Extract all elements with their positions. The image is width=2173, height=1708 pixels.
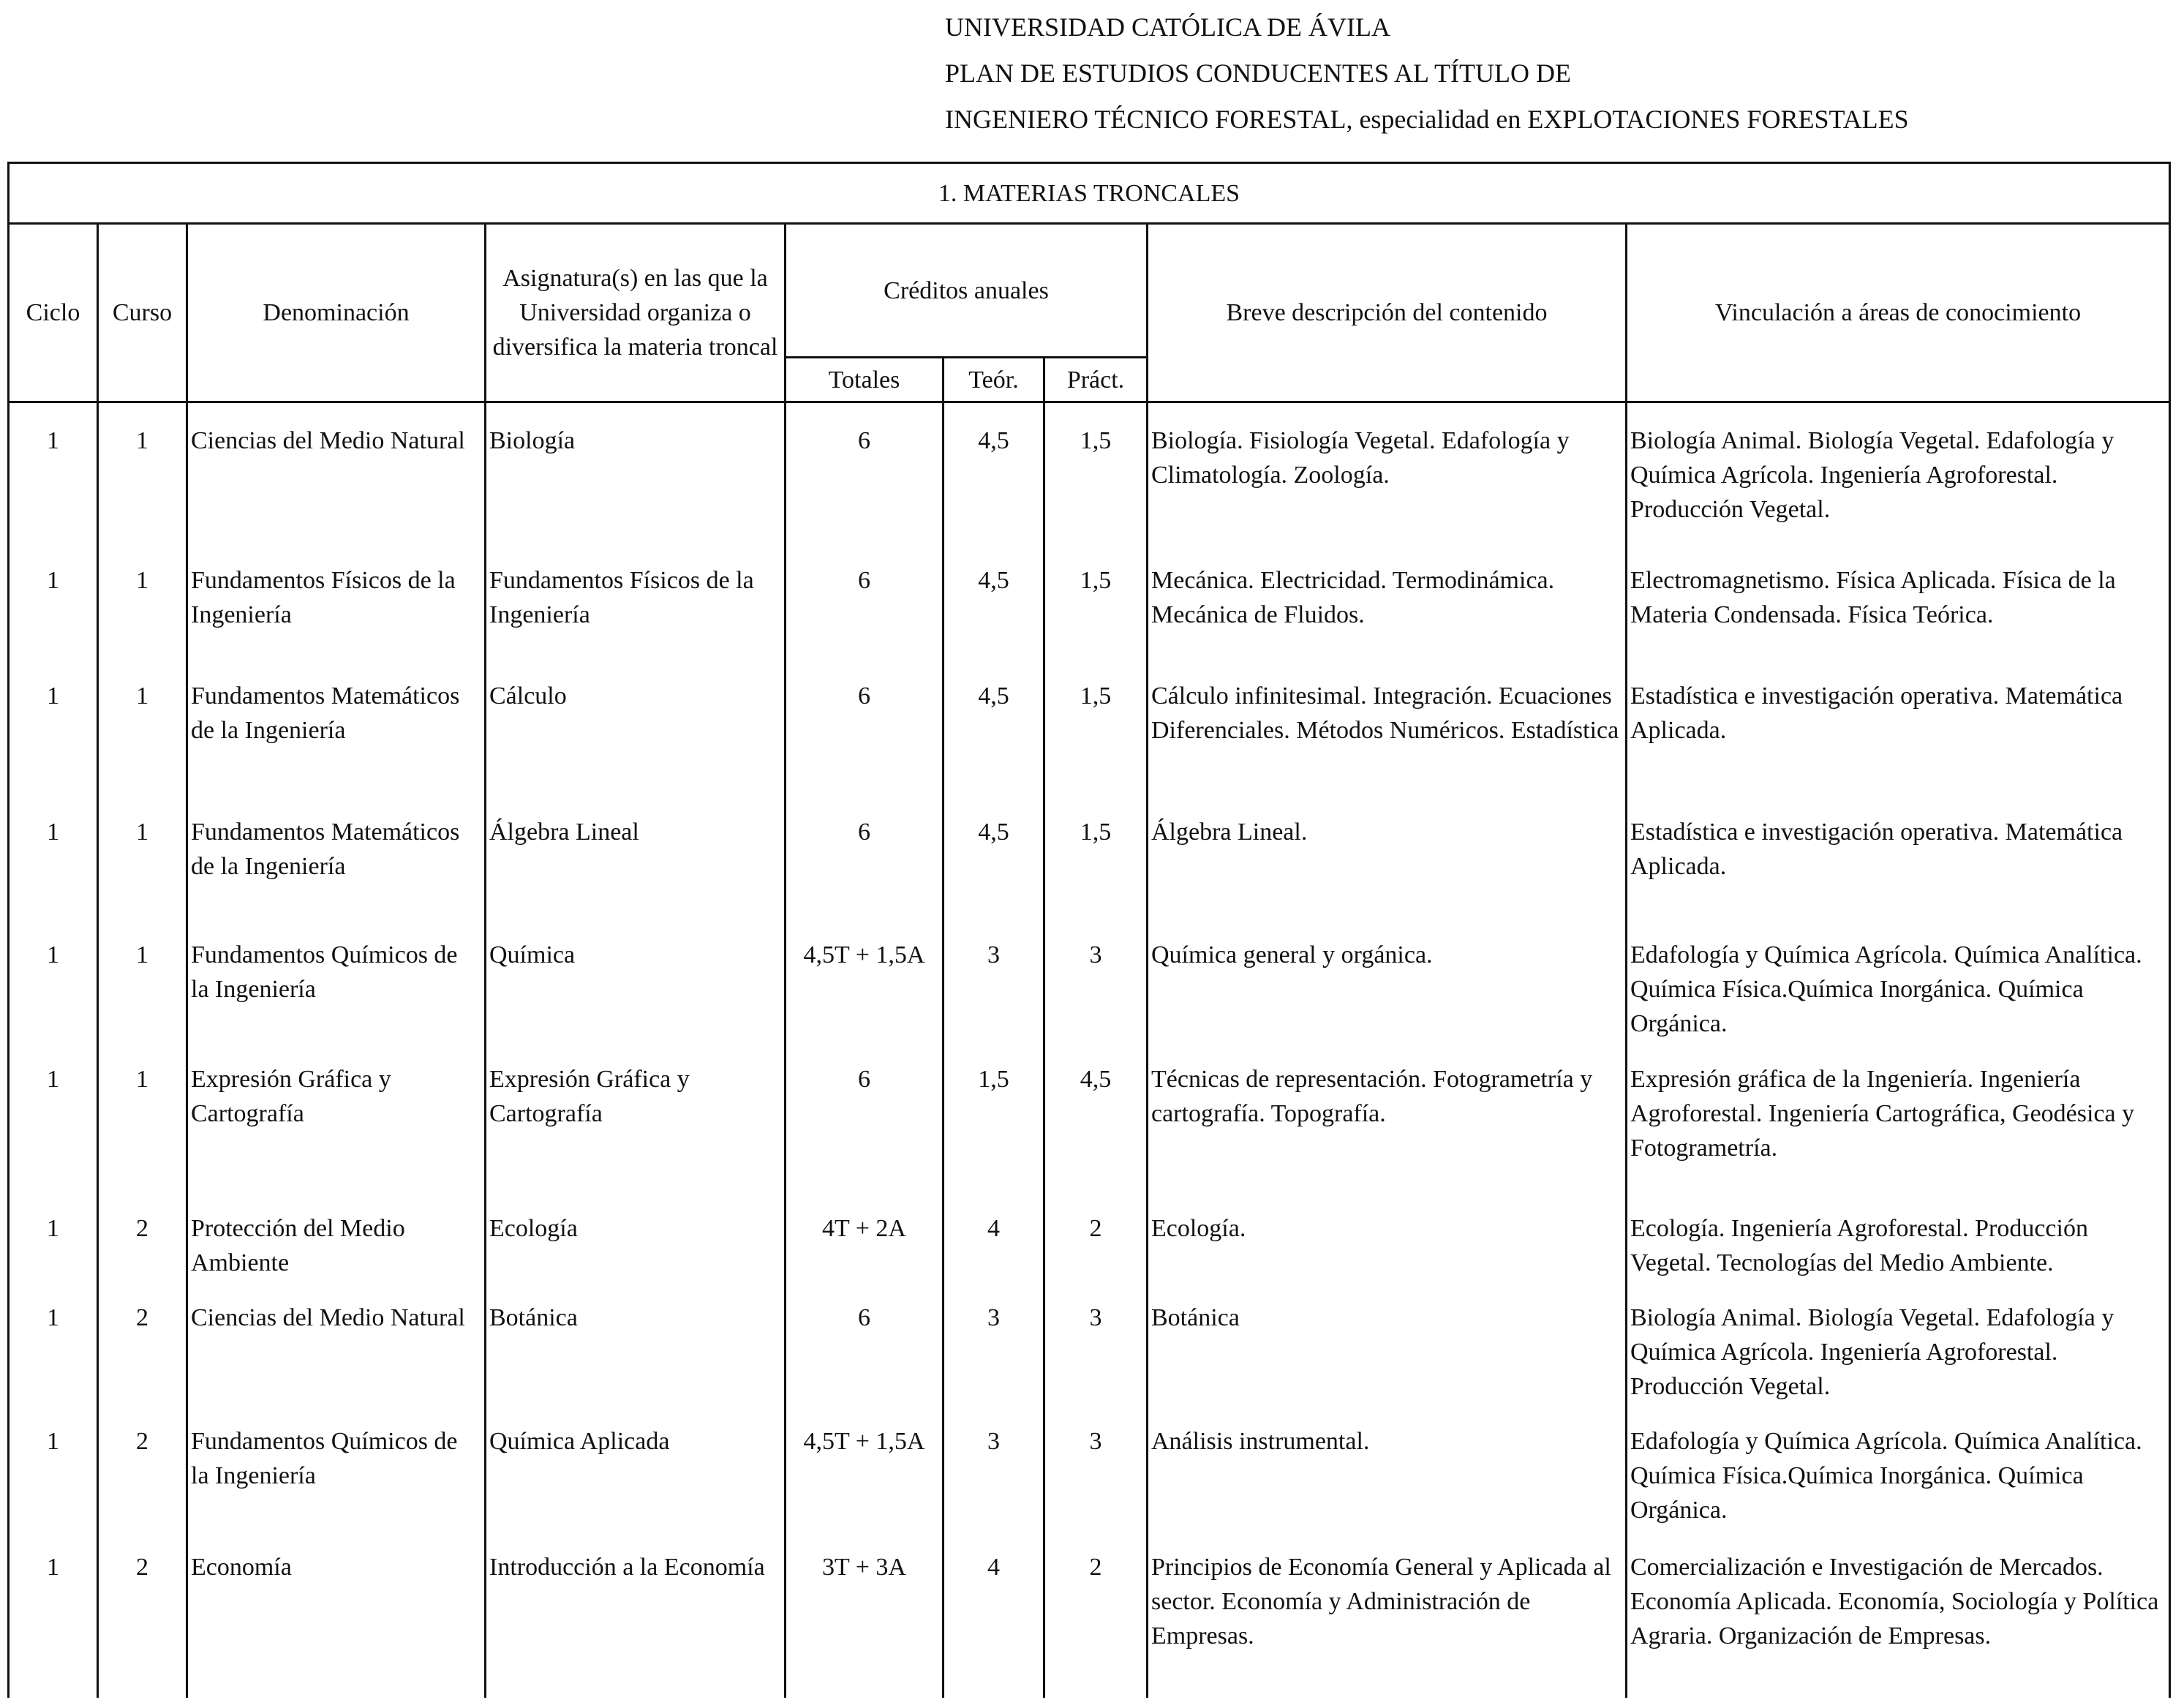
ciclo-cell: 1: [9, 402, 98, 543]
degree-title: INGENIERO TÉCNICO FORESTAL, especialidad en EXPLOTACIONES FORESTALES: [945, 105, 1909, 134]
teor-cell: 4,5: [944, 658, 1044, 794]
table-row: [9, 917, 2170, 1042]
asignatura-cell: Biología: [486, 402, 786, 543]
asignatura-cell: Introducción a la Economía: [486, 1530, 786, 1698]
teor-cell: 3: [944, 1404, 1044, 1530]
col-header-curso: Curso: [98, 224, 187, 402]
descripcion-cell: Análisis instrumental.: [1148, 1404, 1627, 1530]
totales-cell: 6: [786, 1042, 944, 1191]
teor-cell: 4: [944, 1191, 1044, 1280]
pract-cell: 1,5: [1044, 543, 1148, 658]
curso-cell: 1: [98, 917, 187, 1042]
curso-cell: 1: [98, 543, 187, 658]
vinculacion-cell: Biología Animal. Biología Vegetal. Edafología y Química Agrícola. Ingeniería Agroforestal. Producción Vegetal.: [1627, 402, 2170, 543]
curso-cell: 2: [98, 1404, 187, 1530]
asignatura-cell: Química: [486, 917, 786, 1042]
denominacion-cell: Fundamentos Físicos de la Ingeniería: [187, 543, 486, 658]
ciclo-cell: 1: [9, 1191, 98, 1280]
ciclo-cell: 1: [9, 1530, 98, 1698]
col-header-pract: Práct.: [1044, 358, 1148, 402]
curso-cell: 2: [98, 1280, 187, 1404]
totales-cell: 4,5T + 1,5A: [786, 917, 944, 1042]
denominacion-cell: Fundamentos Matemáticos de la Ingeniería: [187, 658, 486, 794]
descripcion-cell: Química general y orgánica.: [1148, 917, 1627, 1042]
col-header-denominacion: Denominación: [187, 224, 486, 402]
curso-cell: 1: [98, 402, 187, 543]
table-row: [9, 1280, 2170, 1404]
ciclo-cell: 1: [9, 1042, 98, 1191]
vinculacion-cell: Edafología y Química Agrícola. Química Analítica. Química Física.Química Inorgánica. Química Orgánica.: [1627, 917, 2170, 1042]
totales-cell: 4,5T + 1,5A: [786, 1404, 944, 1530]
totales-cell: 6: [786, 658, 944, 794]
descripcion-cell: Técnicas de representación. Fotogrametría y cartografía. Topografía.: [1148, 1042, 1627, 1191]
table-row: [9, 1042, 2170, 1191]
col-header-creditos: Créditos anuales: [786, 224, 1148, 358]
pract-cell: 3: [1044, 1404, 1148, 1530]
teor-cell: 4,5: [944, 402, 1044, 543]
table-row: [9, 1530, 2170, 1698]
denominacion-cell: Ciencias del Medio Natural: [187, 402, 486, 543]
descripcion-cell: Cálculo infinitesimal. Integración. Ecuaciones Diferenciales. Métodos Numéricos. Estadística: [1148, 658, 1627, 794]
teor-cell: 4,5: [944, 543, 1044, 658]
totales-cell: 4T + 2A: [786, 1191, 944, 1280]
vinculacion-cell: Estadística e investigación operativa. Matemática Aplicada.: [1627, 794, 2170, 917]
asignatura-cell: Química Aplicada: [486, 1404, 786, 1530]
descripcion-cell: Mecánica. Electricidad. Termodinámica. Mecánica de Fluidos.: [1148, 543, 1627, 658]
totales-cell: 3T + 3A: [786, 1530, 944, 1698]
ciclo-cell: 1: [9, 1280, 98, 1404]
vinculacion-cell: Estadística e investigación operativa. Matemática Aplicada.: [1627, 658, 2170, 794]
pract-cell: 1,5: [1044, 402, 1148, 543]
table-row: [9, 794, 2170, 917]
denominacion-cell: Expresión Gráfica y Cartografía: [187, 1042, 486, 1191]
vinculacion-cell: Ecología. Ingeniería Agroforestal. Producción Vegetal. Tecnologías del Medio Ambiente.: [1627, 1191, 2170, 1280]
curso-cell: 1: [98, 658, 187, 794]
vinculacion-cell: Edafología y Química Agrícola. Química Analítica. Química Física.Química Inorgánica. Química Orgánica.: [1627, 1404, 2170, 1530]
materias-troncales-table: [7, 162, 2171, 1698]
col-header-teor: Teór.: [944, 358, 1044, 402]
table-row: [9, 402, 2170, 543]
ciclo-cell: 1: [9, 1404, 98, 1530]
curso-cell: 1: [98, 794, 187, 917]
descripcion-cell: Botánica: [1148, 1280, 1627, 1404]
ciclo-cell: 1: [9, 917, 98, 1042]
university-name: UNIVERSIDAD CATÓLICA DE ÁVILA: [945, 12, 1390, 42]
ciclo-cell: 1: [9, 658, 98, 794]
denominacion-cell: Economía: [187, 1530, 486, 1698]
vinculacion-cell: Electromagnetismo. Física Aplicada. Física de la Materia Condensada. Física Teórica.: [1627, 543, 2170, 658]
pract-cell: 4,5: [1044, 1042, 1148, 1191]
descripcion-cell: Principios de Economía General y Aplicada al sector. Economía y Administración de Empresas.: [1148, 1530, 1627, 1698]
teor-cell: 1,5: [944, 1042, 1044, 1191]
denominacion-cell: Fundamentos Químicos de la Ingeniería: [187, 917, 486, 1042]
asignatura-cell: Álgebra Lineal: [486, 794, 786, 917]
denominacion-cell: Fundamentos Químicos de la Ingeniería: [187, 1404, 486, 1530]
col-header-vinculacion: Vinculación a áreas de conocimiento: [1627, 224, 2170, 402]
table-row: [9, 1191, 2170, 1280]
table-row: [9, 543, 2170, 658]
pract-cell: 3: [1044, 1280, 1148, 1404]
teor-cell: 3: [944, 1280, 1044, 1404]
vinculacion-cell: Expresión gráfica de la Ingeniería. Ingeniería Agroforestal. Ingeniería Cartográfica, Geodésica y Fotogrametría.: [1627, 1042, 2170, 1191]
descripcion-cell: Álgebra Lineal.: [1148, 794, 1627, 917]
totales-cell: 6: [786, 543, 944, 658]
pract-cell: 2: [1044, 1191, 1148, 1280]
curso-cell: 2: [98, 1191, 187, 1280]
pract-cell: 1,5: [1044, 794, 1148, 917]
col-header-descripcion: Breve descripción del contenido: [1148, 224, 1627, 402]
pract-cell: 1,5: [1044, 658, 1148, 794]
denominacion-cell: Fundamentos Matemáticos de la Ingeniería: [187, 794, 486, 917]
col-header-asignaturas: Asignatura(s) en las que la Universidad organiza o diversifica la materia troncal: [486, 224, 786, 402]
vinculacion-cell: Comercialización e Investigación de Mercados. Economía Aplicada. Economía, Sociología y Política Agraria. Organización de Empresas.: [1627, 1530, 2170, 1698]
teor-cell: 3: [944, 917, 1044, 1042]
descripcion-cell: Biología. Fisiología Vegetal. Edafología y Climatología. Zoología.: [1148, 402, 1627, 543]
vinculacion-cell: Biología Animal. Biología Vegetal. Edafología y Química Agrícola. Ingeniería Agroforestal. Producción Vegetal.: [1627, 1280, 2170, 1404]
teor-cell: 4: [944, 1530, 1044, 1698]
totales-cell: 6: [786, 1280, 944, 1404]
curso-cell: 2: [98, 1530, 187, 1698]
descripcion-cell: Ecología.: [1148, 1191, 1627, 1280]
denominacion-cell: Ciencias del Medio Natural: [187, 1280, 486, 1404]
table-row: [9, 1404, 2170, 1530]
asignatura-cell: Cálculo: [486, 658, 786, 794]
asignatura-cell: Ecología: [486, 1191, 786, 1280]
asignatura-cell: Fundamentos Físicos de la Ingeniería: [486, 543, 786, 658]
section-title: 1. MATERIAS TRONCALES: [9, 163, 2170, 224]
plan-title: PLAN DE ESTUDIOS CONDUCENTES AL TÍTULO DE: [945, 59, 1571, 88]
denominacion-cell: Protección del Medio Ambiente: [187, 1191, 486, 1280]
table-row: [9, 658, 2170, 794]
curso-cell: 1: [98, 1042, 187, 1191]
document-header: [945, 4, 1909, 143]
pract-cell: 2: [1044, 1530, 1148, 1698]
asignatura-cell: Botánica: [486, 1280, 786, 1404]
ciclo-cell: 1: [9, 794, 98, 917]
teor-cell: 4,5: [944, 794, 1044, 917]
totales-cell: 6: [786, 402, 944, 543]
asignatura-cell: Expresión Gráfica y Cartografía: [486, 1042, 786, 1191]
ciclo-cell: 1: [9, 543, 98, 658]
col-header-totales: Totales: [786, 358, 944, 402]
col-header-ciclo: Ciclo: [9, 224, 98, 402]
pract-cell: 3: [1044, 917, 1148, 1042]
totales-cell: 6: [786, 794, 944, 917]
